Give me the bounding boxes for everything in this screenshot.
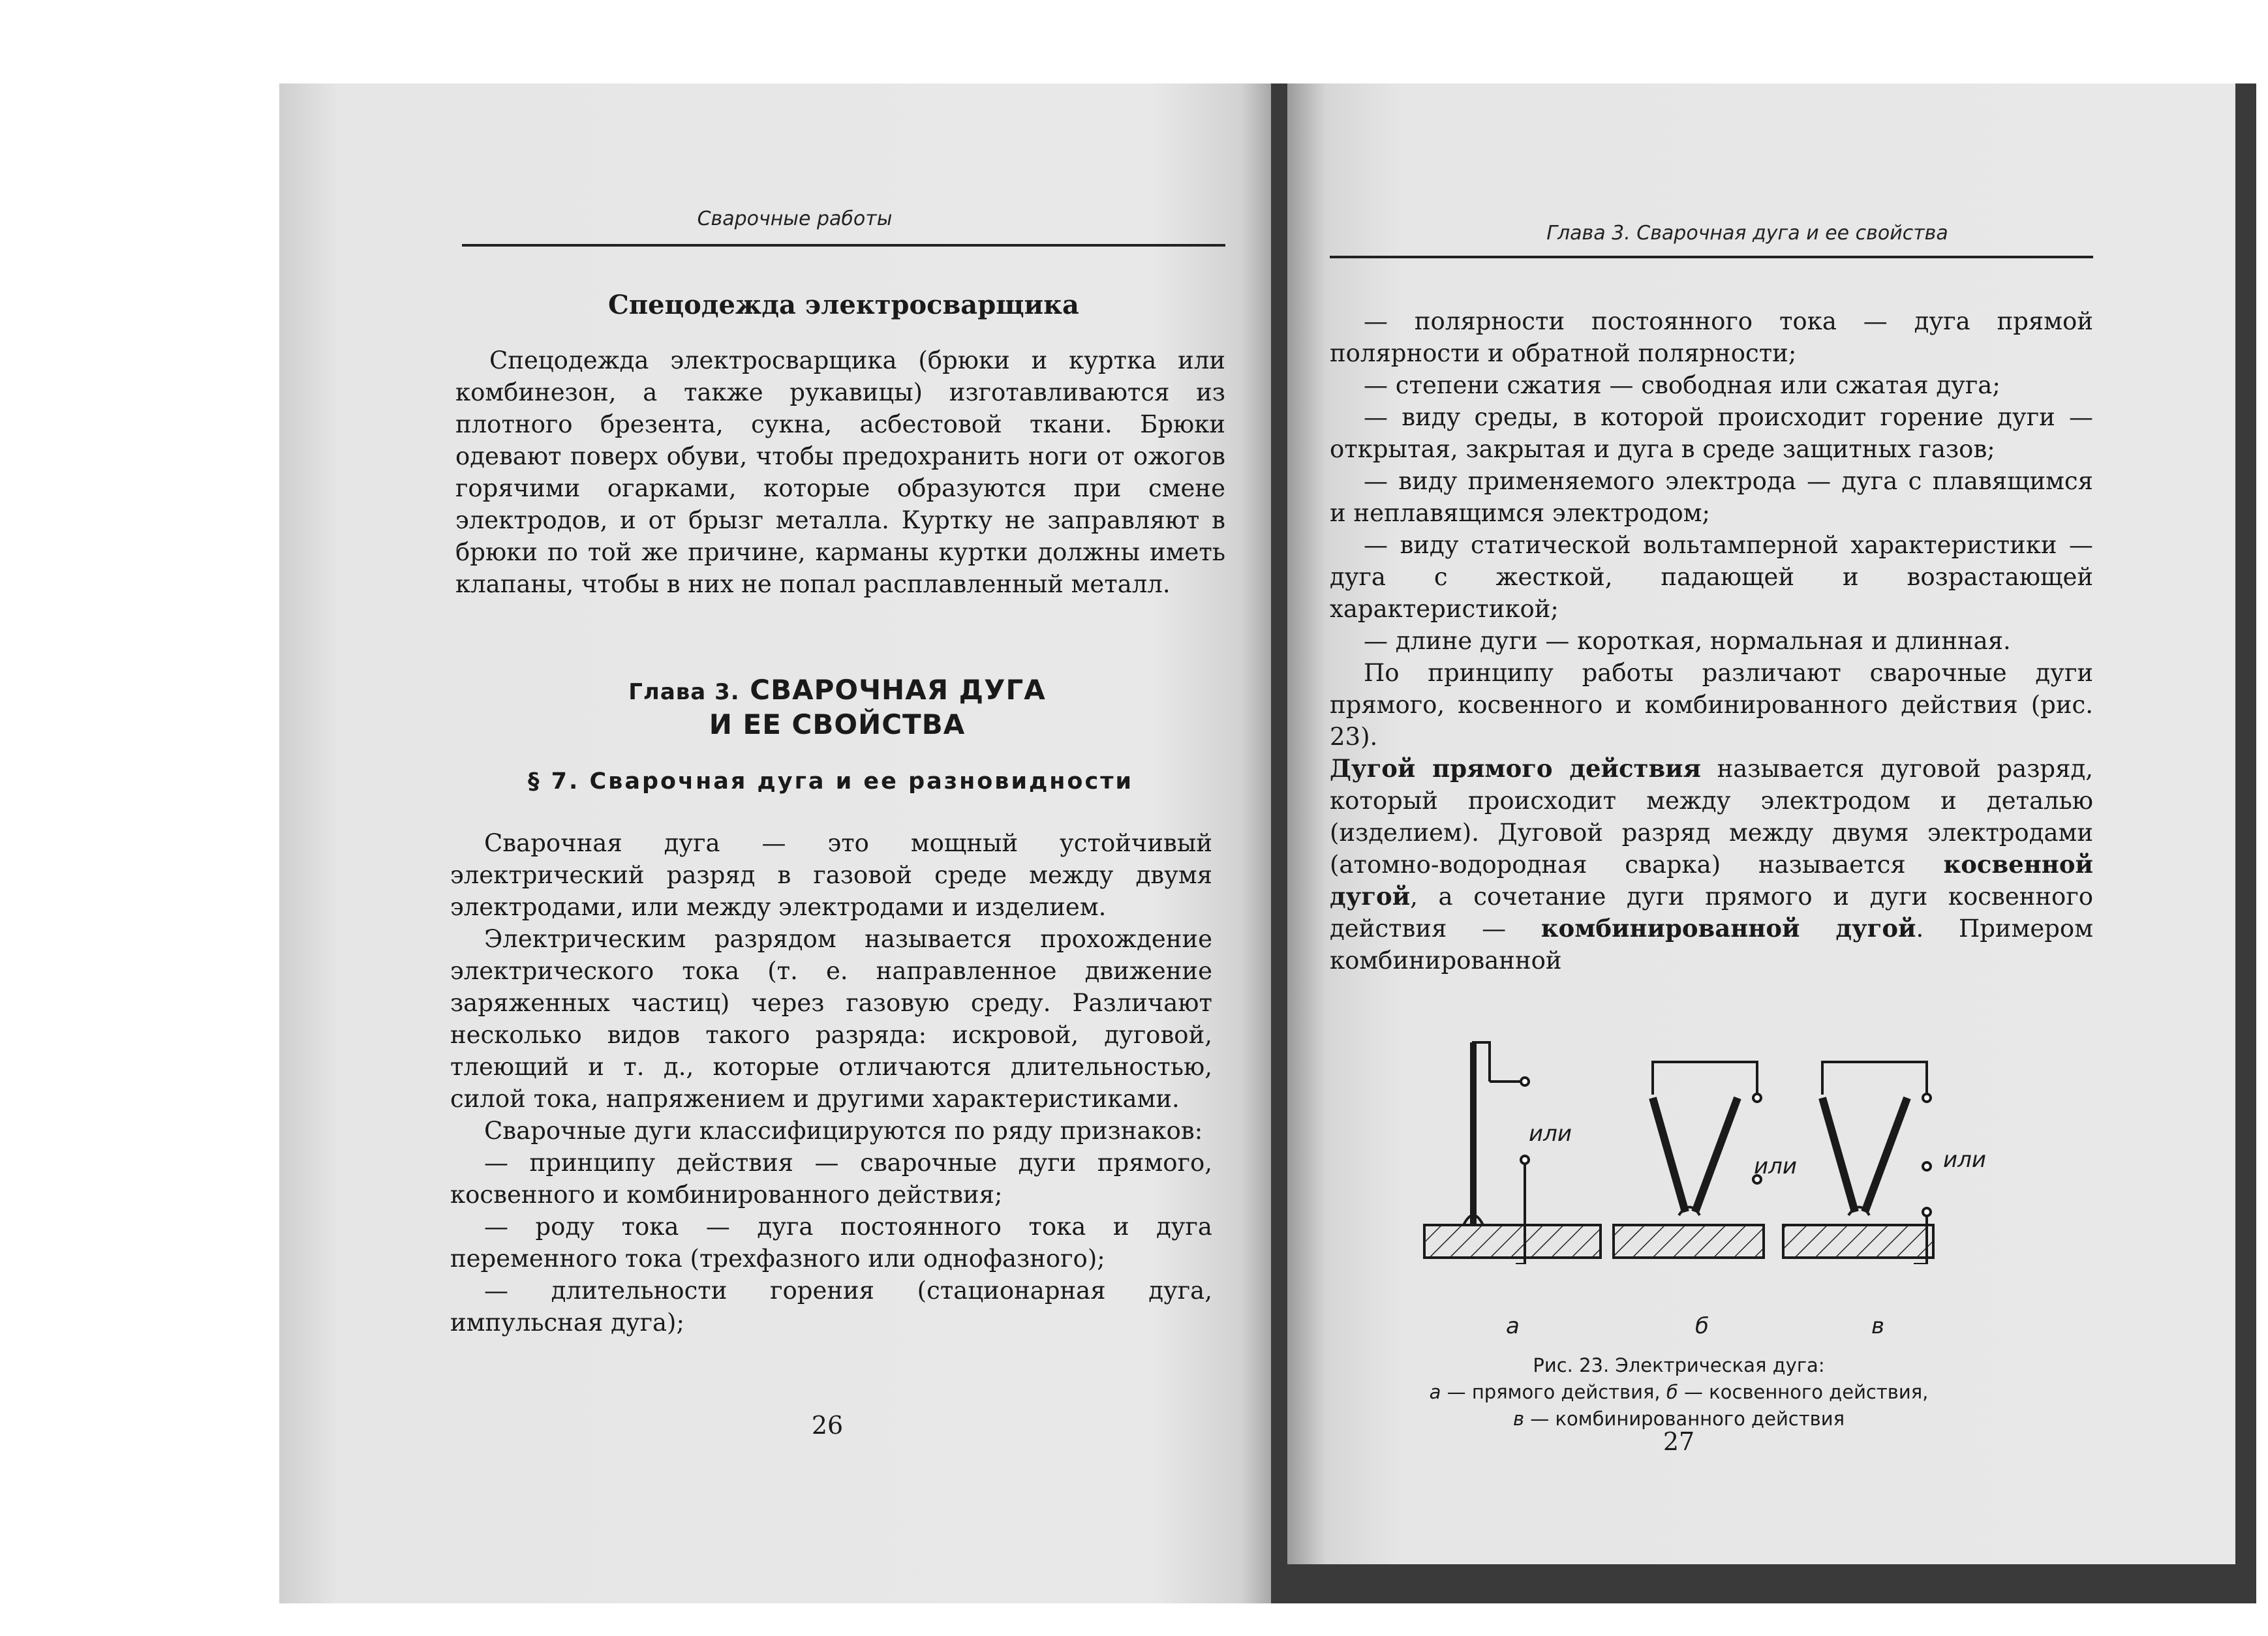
paragraph-4: Сварочные дуги классифицируются по ряду признаков: (484, 1117, 1203, 1145)
paragraph-part-c: , а сочетание дуги прямого и дуги косвенного действия — (1330, 883, 2093, 943)
caption-letter-b: б (1666, 1381, 1678, 1403)
or-label-c: или (1943, 1147, 1986, 1173)
caption-line-2 (1392, 1379, 1966, 1406)
electrode-b-1 (1653, 1098, 1685, 1212)
paragraph-part-d: . Примером комбинированной (1330, 915, 2093, 975)
list-item-7: — виду применяемого электрода — дуга с плавящимся и неплавящимся электродом; (1330, 467, 2093, 527)
figure-caption (1392, 1352, 1966, 1432)
terminal-c-3 (1923, 1208, 1931, 1216)
term-combined-arc: комбинированной дугой (1540, 914, 1916, 943)
figure-label-a: а (1506, 1313, 1520, 1339)
running-head-left: Сварочные работы (697, 207, 893, 230)
right-body-text (1330, 305, 2093, 977)
paragraph-arc-types: По принципу работы различают сварочные дуги прямого, косвенного и комбинированного действия (рис. 23). (1330, 659, 2093, 751)
figure-electric-arc (1418, 964, 1953, 1264)
page-number-right: 27 (1663, 1427, 1695, 1456)
caption-text-c: — комбинированного действия (1524, 1408, 1845, 1430)
caption-title: Рис. 23. Электрическая дуга: (1533, 1354, 1825, 1376)
caption-text-a: — прямого действия, (1441, 1381, 1666, 1403)
term-direct-arc: Дугой прямого действия (1330, 754, 1701, 783)
terminal-b-1 (1753, 1094, 1761, 1102)
wire-c-top (1822, 1062, 1927, 1095)
list-item-6: — виду среды, в которой происходит горение дуги — открытая, закрытая и дуга в среде защитных газов; (1330, 403, 2093, 463)
left-body-text (450, 827, 1212, 1339)
wire-b-top (1653, 1062, 1757, 1095)
or-label-a: или (1529, 1121, 1572, 1147)
list-item-5: — степени сжатия — свободная или сжатая дуга; (1364, 371, 2000, 399)
chapter-title-line-2: И ЕЕ СВОЙСТВА (709, 708, 966, 740)
book-spread (279, 83, 2256, 1603)
caption-letter-c: в (1512, 1408, 1525, 1430)
chapter-title-line-1: СВАРОЧНАЯ ДУГА (750, 674, 1046, 706)
header-rule-left (462, 244, 1225, 247)
figure-label-b: б (1695, 1313, 1709, 1339)
terminal-a-1 (1521, 1078, 1529, 1085)
paragraph-arc-definitions (1330, 753, 2093, 977)
list-item-1: — принципу действия — сварочные дуги прямого, косвенного и комбинированного действия; (450, 1149, 1212, 1209)
paragraph-2: Сварочная дуга — это мощный устойчивый электрический разряд в газовой среде между двумя электродами, или между электродами и изделием. (450, 829, 1212, 921)
or-label-b: или (1754, 1153, 1797, 1179)
running-head-right: Глава 3. Сварочная дуга и ее свойства (1546, 222, 1948, 245)
list-item-4: — полярности постоянного тока — дуга прямой полярности и обратной полярности; (1330, 307, 2093, 367)
electrode-c-1 (1822, 1098, 1855, 1212)
electrode-c-2 (1865, 1098, 1907, 1212)
page-number-left: 26 (811, 1411, 844, 1440)
left-page (279, 83, 1271, 1603)
paragraph-3: Электрическим разрядом называется прохождение электрического тока (т. е. направленное движение заряженных частиц) через газовую среду. Различают несколько видов такого разряда: искровой, дуговой, тлеющий и т. д., которые отличаются длительностью, силой тока, напряжением и другими характеристиками. (450, 925, 1212, 1113)
right-page (1287, 83, 2256, 1603)
list-item-3: — длительности горения (стационарная дуга, импульсная дуга); (450, 1277, 1212, 1337)
terminal-c-2 (1923, 1162, 1931, 1170)
paragraph-1: Спецодежда электросварщика (брюки и куртка или комбинезон, а также рукавицы) изготавливаются из плотного брезента, сукна, асбестовой ткани. Брюки одевают поверх обуви, чтобы предохранить ноги от ожогов горячими огарками, которые образуются при смене электродов, и от брызг металла. Куртку не заправляют в брюки по той же причине, карманы куртки должны иметь клапаны, чтобы в них не попал расплавленный металл. (455, 346, 1225, 598)
term-indirect-arc: косвенной дугой (1330, 850, 2093, 911)
diagram-direct-arc (1424, 1042, 1601, 1264)
terminal-c-1 (1923, 1094, 1931, 1102)
figure-label-c: в (1871, 1313, 1885, 1339)
header-rule-right (1330, 256, 2093, 258)
subheading-workwear: Спецодежда электросварщика (608, 290, 1079, 320)
electrode-b-2 (1695, 1098, 1738, 1212)
list-item-2: — роду тока — дуга постоянного тока и дуга переменного тока (трехфазного или однофазного); (450, 1213, 1212, 1273)
caption-text-b: — косвенного действия, (1678, 1381, 1929, 1403)
list-item-9: — длине дуги — короткая, нормальная и длинная. (1364, 627, 2011, 655)
terminal-a-2 (1521, 1156, 1529, 1164)
list-item-8: — виду статической вольтамперной характеристики — дуга с жесткой, падающей и возрастающей характеристикой; (1330, 531, 2093, 623)
diagram-indirect-arc (1614, 1062, 1764, 1258)
chapter-prefix: Глава 3. (628, 679, 740, 705)
chapter-heading (462, 674, 1212, 741)
workpiece-c (1783, 1225, 1933, 1258)
section-heading: § 7. Сварочная дуга и ее разновидности (527, 768, 1134, 795)
workpiece-b (1614, 1225, 1764, 1258)
paragraph-part-b: называется дуговой разряд, который происходит между электродом и деталью (изделием). Дуговой разряд между двумя электродами (атомно-водородная сварка) называется (1330, 755, 2093, 879)
diagram-combined-arc (1783, 1062, 1933, 1264)
workpiece-a (1424, 1225, 1601, 1258)
workwear-paragraph (455, 344, 1225, 600)
caption-letter-a: а (1429, 1381, 1441, 1403)
